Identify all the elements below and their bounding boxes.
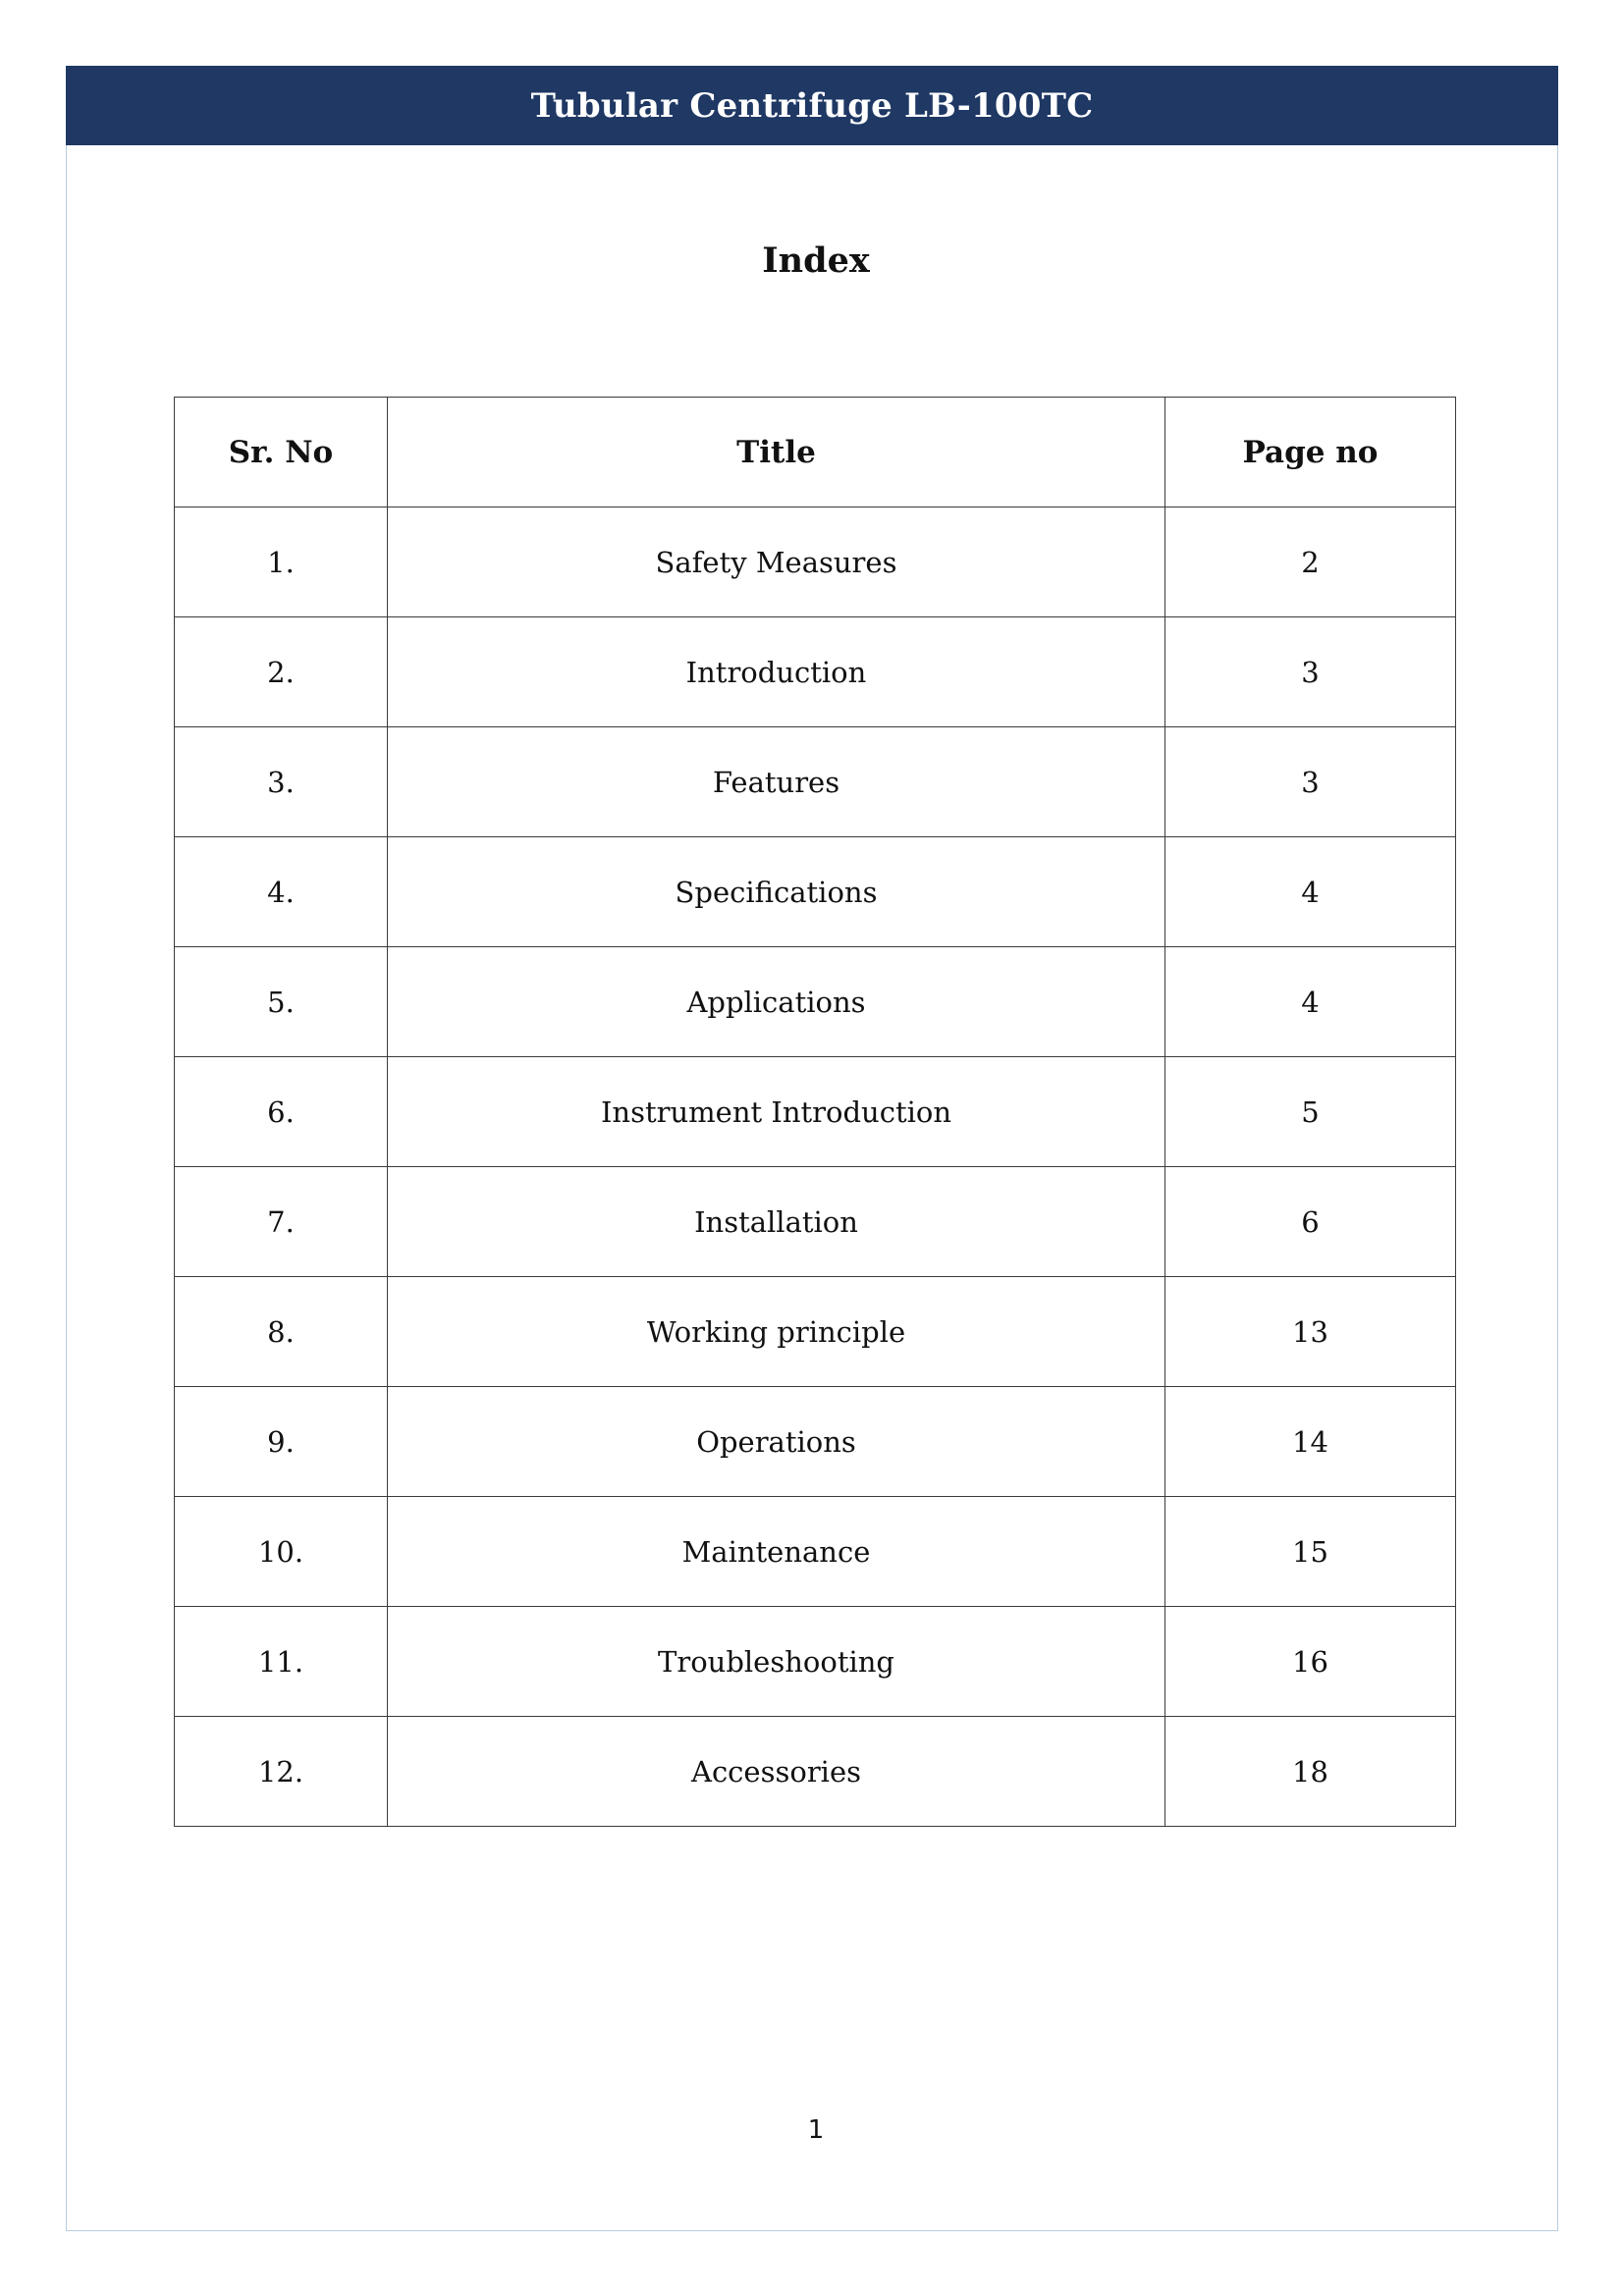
row-sr-no: 3. (175, 727, 388, 837)
column-header-title: Title (388, 398, 1165, 507)
row-title: Operations (388, 1387, 1165, 1497)
index-table (174, 397, 1456, 1827)
table-row (175, 617, 1456, 727)
table-header-row (175, 398, 1456, 507)
row-sr-no: 12. (175, 1717, 388, 1827)
table-row (175, 1057, 1456, 1167)
row-sr-no: 8. (175, 1277, 388, 1387)
column-header-sr-no: Sr. No (175, 398, 388, 507)
row-sr-no: 2. (175, 617, 388, 727)
row-title: Introduction (388, 617, 1165, 727)
table-row (175, 947, 1456, 1057)
page-number: 1 (807, 2115, 825, 2145)
row-sr-no: 9. (175, 1387, 388, 1497)
table-row (175, 1387, 1456, 1497)
row-page-no: 14 (1165, 1387, 1456, 1497)
row-page-no: 3 (1165, 727, 1456, 837)
row-title: Instrument Introduction (388, 1057, 1165, 1167)
row-title: Installation (388, 1167, 1165, 1277)
table-row (175, 1167, 1456, 1277)
row-page-no: 5 (1165, 1057, 1456, 1167)
row-title: Troubleshooting (388, 1607, 1165, 1717)
row-sr-no: 5. (175, 947, 388, 1057)
row-title: Features (388, 727, 1165, 837)
row-page-no: 2 (1165, 507, 1456, 617)
row-page-no: 3 (1165, 617, 1456, 727)
header-bar (66, 66, 1558, 145)
row-page-no: 13 (1165, 1277, 1456, 1387)
row-sr-no: 6. (175, 1057, 388, 1167)
row-sr-no: 1. (175, 507, 388, 617)
row-title: Specifications (388, 837, 1165, 947)
row-title: Maintenance (388, 1497, 1165, 1607)
row-page-no: 4 (1165, 947, 1456, 1057)
column-header-page-no: Page no (1165, 398, 1456, 507)
row-sr-no: 4. (175, 837, 388, 947)
row-page-no: 4 (1165, 837, 1456, 947)
row-title: Accessories (388, 1717, 1165, 1827)
table-row (175, 837, 1456, 947)
table-row (175, 507, 1456, 617)
row-title: Applications (388, 947, 1165, 1057)
row-sr-no: 7. (175, 1167, 388, 1277)
row-page-no: 16 (1165, 1607, 1456, 1717)
table-row (175, 1497, 1456, 1607)
index-heading: Index (762, 240, 870, 281)
table-row (175, 1717, 1456, 1827)
row-sr-no: 11. (175, 1607, 388, 1717)
row-title: Working principle (388, 1277, 1165, 1387)
row-page-no: 18 (1165, 1717, 1456, 1827)
document-title: Tubular Centrifuge LB-100TC (530, 85, 1094, 126)
row-page-no: 15 (1165, 1497, 1456, 1607)
row-title: Safety Measures (388, 507, 1165, 617)
table-row (175, 1277, 1456, 1387)
table-row (175, 727, 1456, 837)
row-sr-no: 10. (175, 1497, 388, 1607)
table-row (175, 1607, 1456, 1717)
row-page-no: 6 (1165, 1167, 1456, 1277)
